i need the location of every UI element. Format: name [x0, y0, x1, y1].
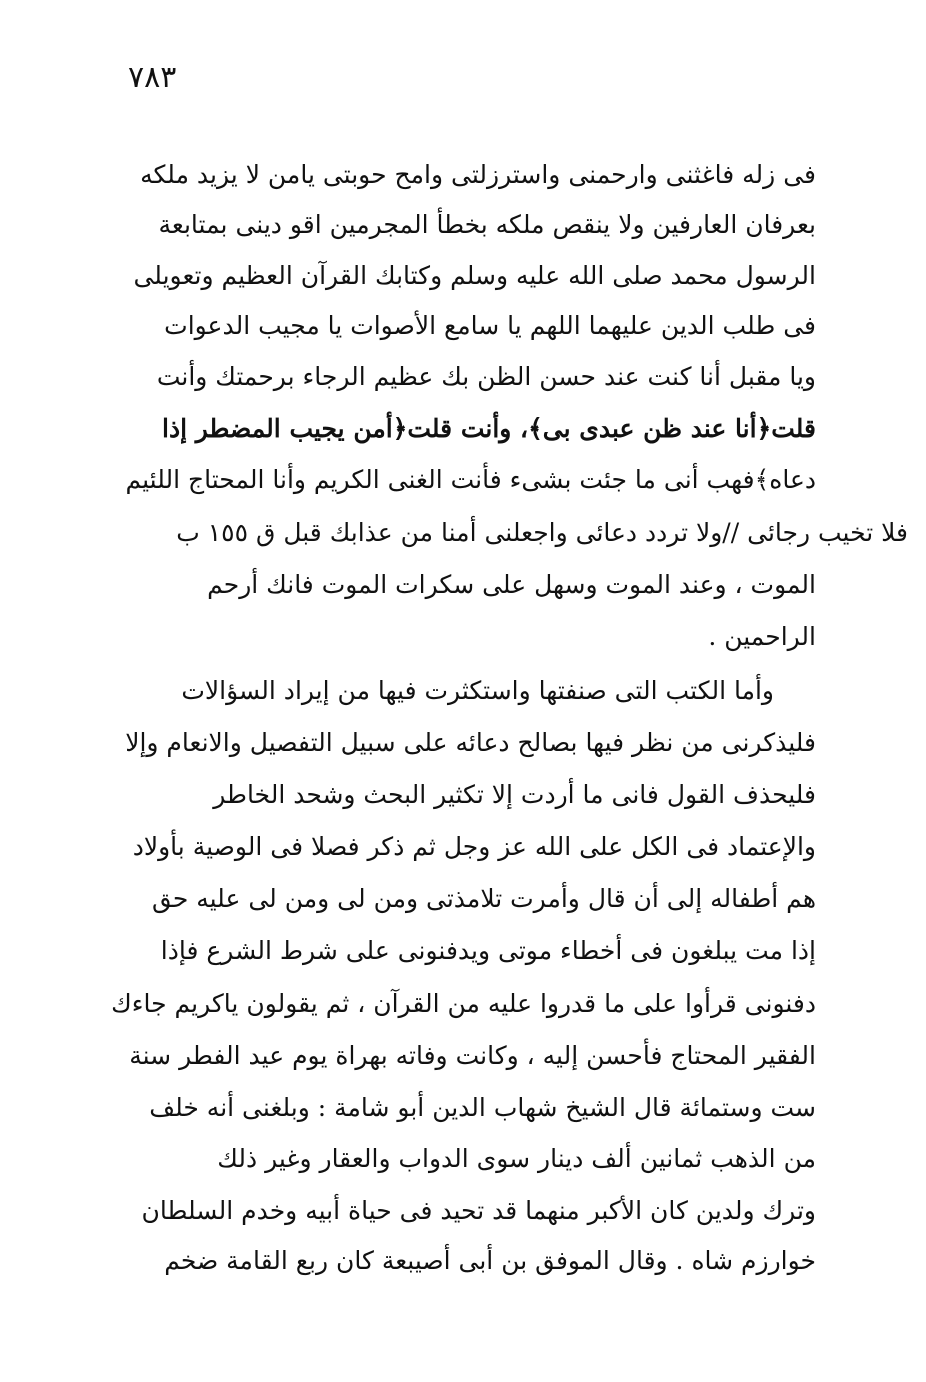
text-line-with-margin-note: فلا تخيب رجائى //ولا تردد دعائى واجعلنى أمنا من عذابك قبل ق ١٥٥ ب — [176, 518, 908, 547]
text-line: خوارزم شاه . وقال الموفق بن أبى أصيبعة كان ربع القامة ضخم — [164, 1246, 816, 1275]
text-line-quran-quote: قلت﴿أنا عند ظن عبدى بى﴾، وأنت قلت﴿أمن يجيب المضطر إذا — [162, 414, 816, 443]
text-line: دفنونى قرأوا على ما قدروا عليه من القرآن ، ثم يقولون ياكريم جاءك — [111, 989, 816, 1018]
page-number: ٧٨٣ — [128, 60, 177, 95]
text-line: فى زله فاغثنى وارحمنى واسترزلتى وامح حوبتى يامن لا يزيد ملكه — [140, 160, 816, 189]
text-line: إذا مت يبلغون فى أخطاء موتى ويدفنونى على شرط الشرع فإذا — [160, 936, 816, 965]
text-line: دعاه﴾فهب أنى ما جئت بشىء فأنت الغنى الكريم وأنا المحتاج اللئيم — [125, 465, 816, 494]
text-line: الرسول محمد صلى الله عليه وسلم وكتابك القرآن العظيم وتعويلى — [133, 261, 816, 290]
text-line: والإعتماد فى الكل على الله عز وجل ثم ذكر فصلا فى الوصية بأولاد — [132, 832, 816, 861]
text-line: فليذكرنى من نظر فيها بصالح دعائه على سبيل التفصيل والانعام وإلا — [125, 728, 816, 757]
text-line: هم أطفاله إلى أن قال وأمرت تلامذتى ومن لى ومن لى عليه حق — [151, 884, 816, 913]
text-line: بعرفان العارفين ولا ينقص ملكه بخطأ المجرمين اقو دينى بمتابعة — [158, 210, 816, 239]
text-line: ست وستمائة قال الشيخ شهاب الدين أبو شامة : وبلغنى أنه خلف — [149, 1093, 816, 1122]
text-line: من الذهب ثمانين ألف دينار سوى الدواب والعقار وغير ذلك — [217, 1144, 816, 1173]
text-line: الراحمين . — [708, 622, 816, 651]
text-line: فى طلب الدين عليهما اللهم يا سامع الأصوات يا مجيب الدعوات — [164, 311, 816, 340]
text-line: الفقير المحتاج فأحسن إليه ، وكانت وفاته بهراة يوم عيد الفطر سنة — [129, 1041, 816, 1070]
text-line: فليحذف القول فانى ما أردت إلا تكثير البحث وشحد الخاطر — [213, 780, 816, 809]
text-line: الموت ، وعند الموت وسهل على سكرات الموت فانك أرحم — [207, 570, 816, 599]
text-line: وترك ولدين كان الأكبر منهما قد تحيد فى حياة أبيه وخدم السلطان — [141, 1196, 816, 1225]
text-line: ويا مقبل أنا كنت عند حسن الظن بك عظيم الرجاء برحمتك وأنت — [156, 362, 816, 391]
text-line: وأما الكتب التى صنفتها واستكثرت فيها من إيراد السؤالات — [181, 676, 774, 705]
